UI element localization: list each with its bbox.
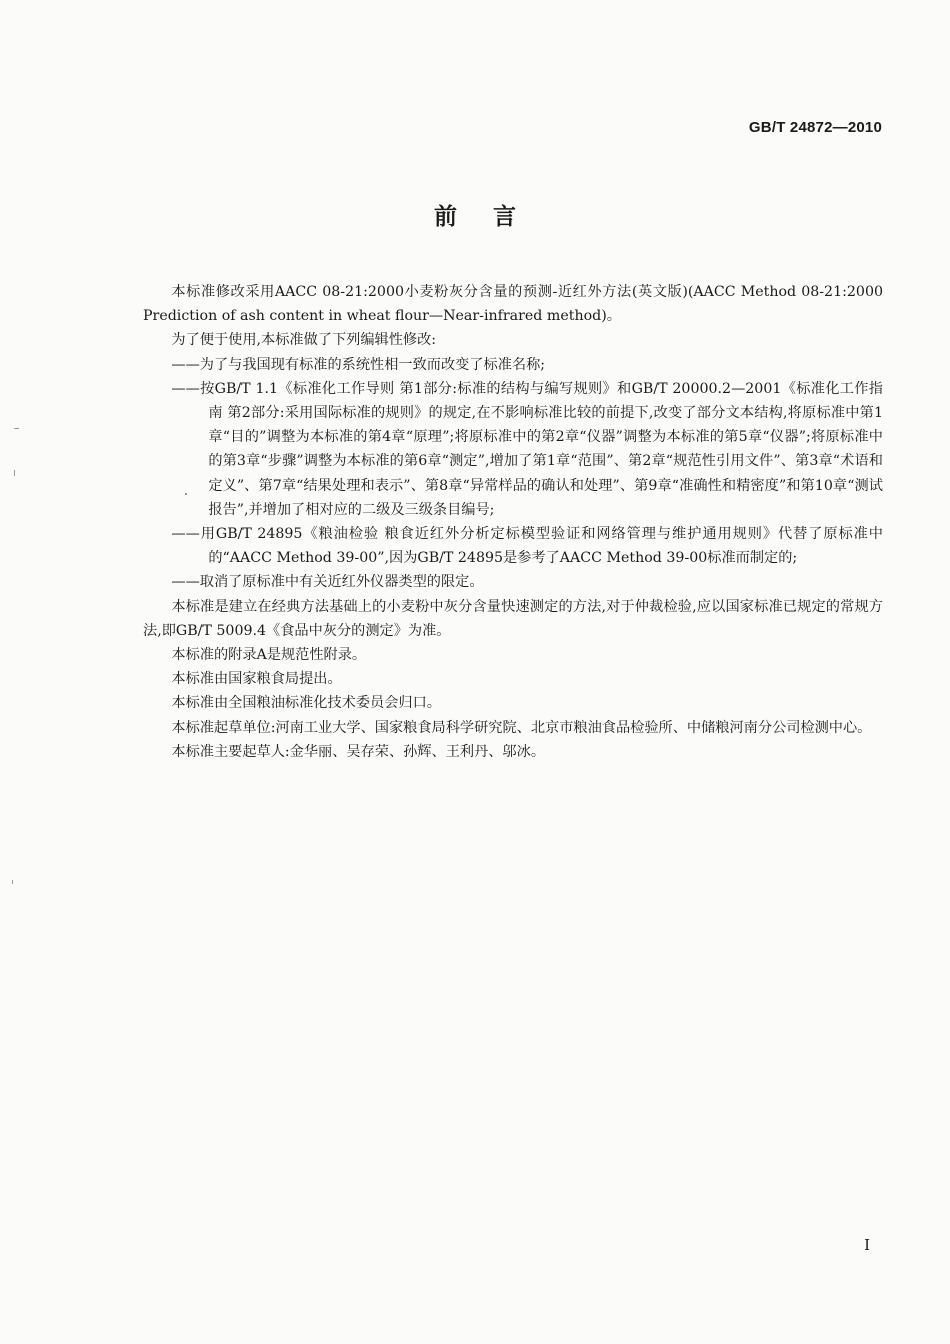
scan-mark [14, 470, 15, 476]
paragraph-adoption: 本标准修改采用AACC 08-21:2000小麦粉灰分含量的预测-近红外方法(英文版)(AACC Method 08-21:2000 Prediction of ash content in wheat flour—Near-infrared method)。 [143, 284, 883, 325]
scan-mark [12, 880, 13, 884]
paragraph-annex: 本标准的附录A是规范性附录。 [171, 647, 367, 664]
list-item-method-replacement: ——用GB/T 24895《粮油检验 粮食近红外分析定标模型验证和网络管理与维护通用规则》代替了原标准中的“AACC Method 39-00”,因为GB/T 24895是参考了AACC Method 39-00标准而制定的; [171, 526, 883, 567]
paragraph-committee: 本标准由全国粮油标准化技术委员会归口。 [171, 695, 441, 712]
scan-mark [185, 493, 187, 495]
list-item-instrument-restriction: ——取消了原标准中有关近红外仪器类型的限定。 [171, 574, 484, 591]
paragraph-drafters: 本标准主要起草人:金华丽、吴存荣、孙辉、王利丹、邬冰。 [171, 743, 546, 760]
paragraph-arbitration: 本标准是建立在经典方法基础上的小麦粉中灰分含量快速测定的方法,对于仲裁检验,应以国家标准已规定的常规方法,即GB/T 5009.4《食品中灰分的测定》为准。 [143, 598, 883, 639]
paragraph-modifications-intro: 为了便于使用,本标准做了下列编辑性修改: [171, 332, 437, 349]
standard-number: GB/T 24872—2010 [748, 119, 882, 136]
page-title: 前言 [434, 204, 552, 230]
page-number: I [864, 1236, 870, 1254]
list-item-structure-change: ——按GB/T 1.1《标准化工作导则 第1部分:标准的结构与编写规则》和GB/T 20000.2—2001《标准化工作指南 第2部分:采用国际标准的规则》的规定,在不影响标准比较的前提下,改变了部分文本结构,将原标准中第1章“目的”调整为本标准的第4章“原理”;将原标准中的第2章“仪器”调整为本标准的第5章“仪器”;将原标准中的第3章“步骤”调整为本标准的第6章“测定”,增加了第1章“范围”、第2章“规范性引用文件”、第3章“术语和定义”、第7章“结果处理和表示”、第8章“异常样品的确认和处理”、第9章“准确性和精密度”和第10章“测试报告”,并增加了相对应的二级及三级条目编号; [171, 380, 883, 518]
foreword-body [143, 280, 883, 764]
list-item-name-change: ——为了与我国现有标准的系统性相一致而改变了标准名称; [171, 356, 546, 373]
paragraph-proposer: 本标准由国家粮食局提出。 [171, 671, 342, 688]
paragraph-drafting-units: 本标准起草单位:河南工业大学、国家粮食局科学研究院、北京市粮油食品检验所、中储粮河南分公司检测中心。 [171, 719, 872, 736]
scan-mark [14, 428, 19, 429]
